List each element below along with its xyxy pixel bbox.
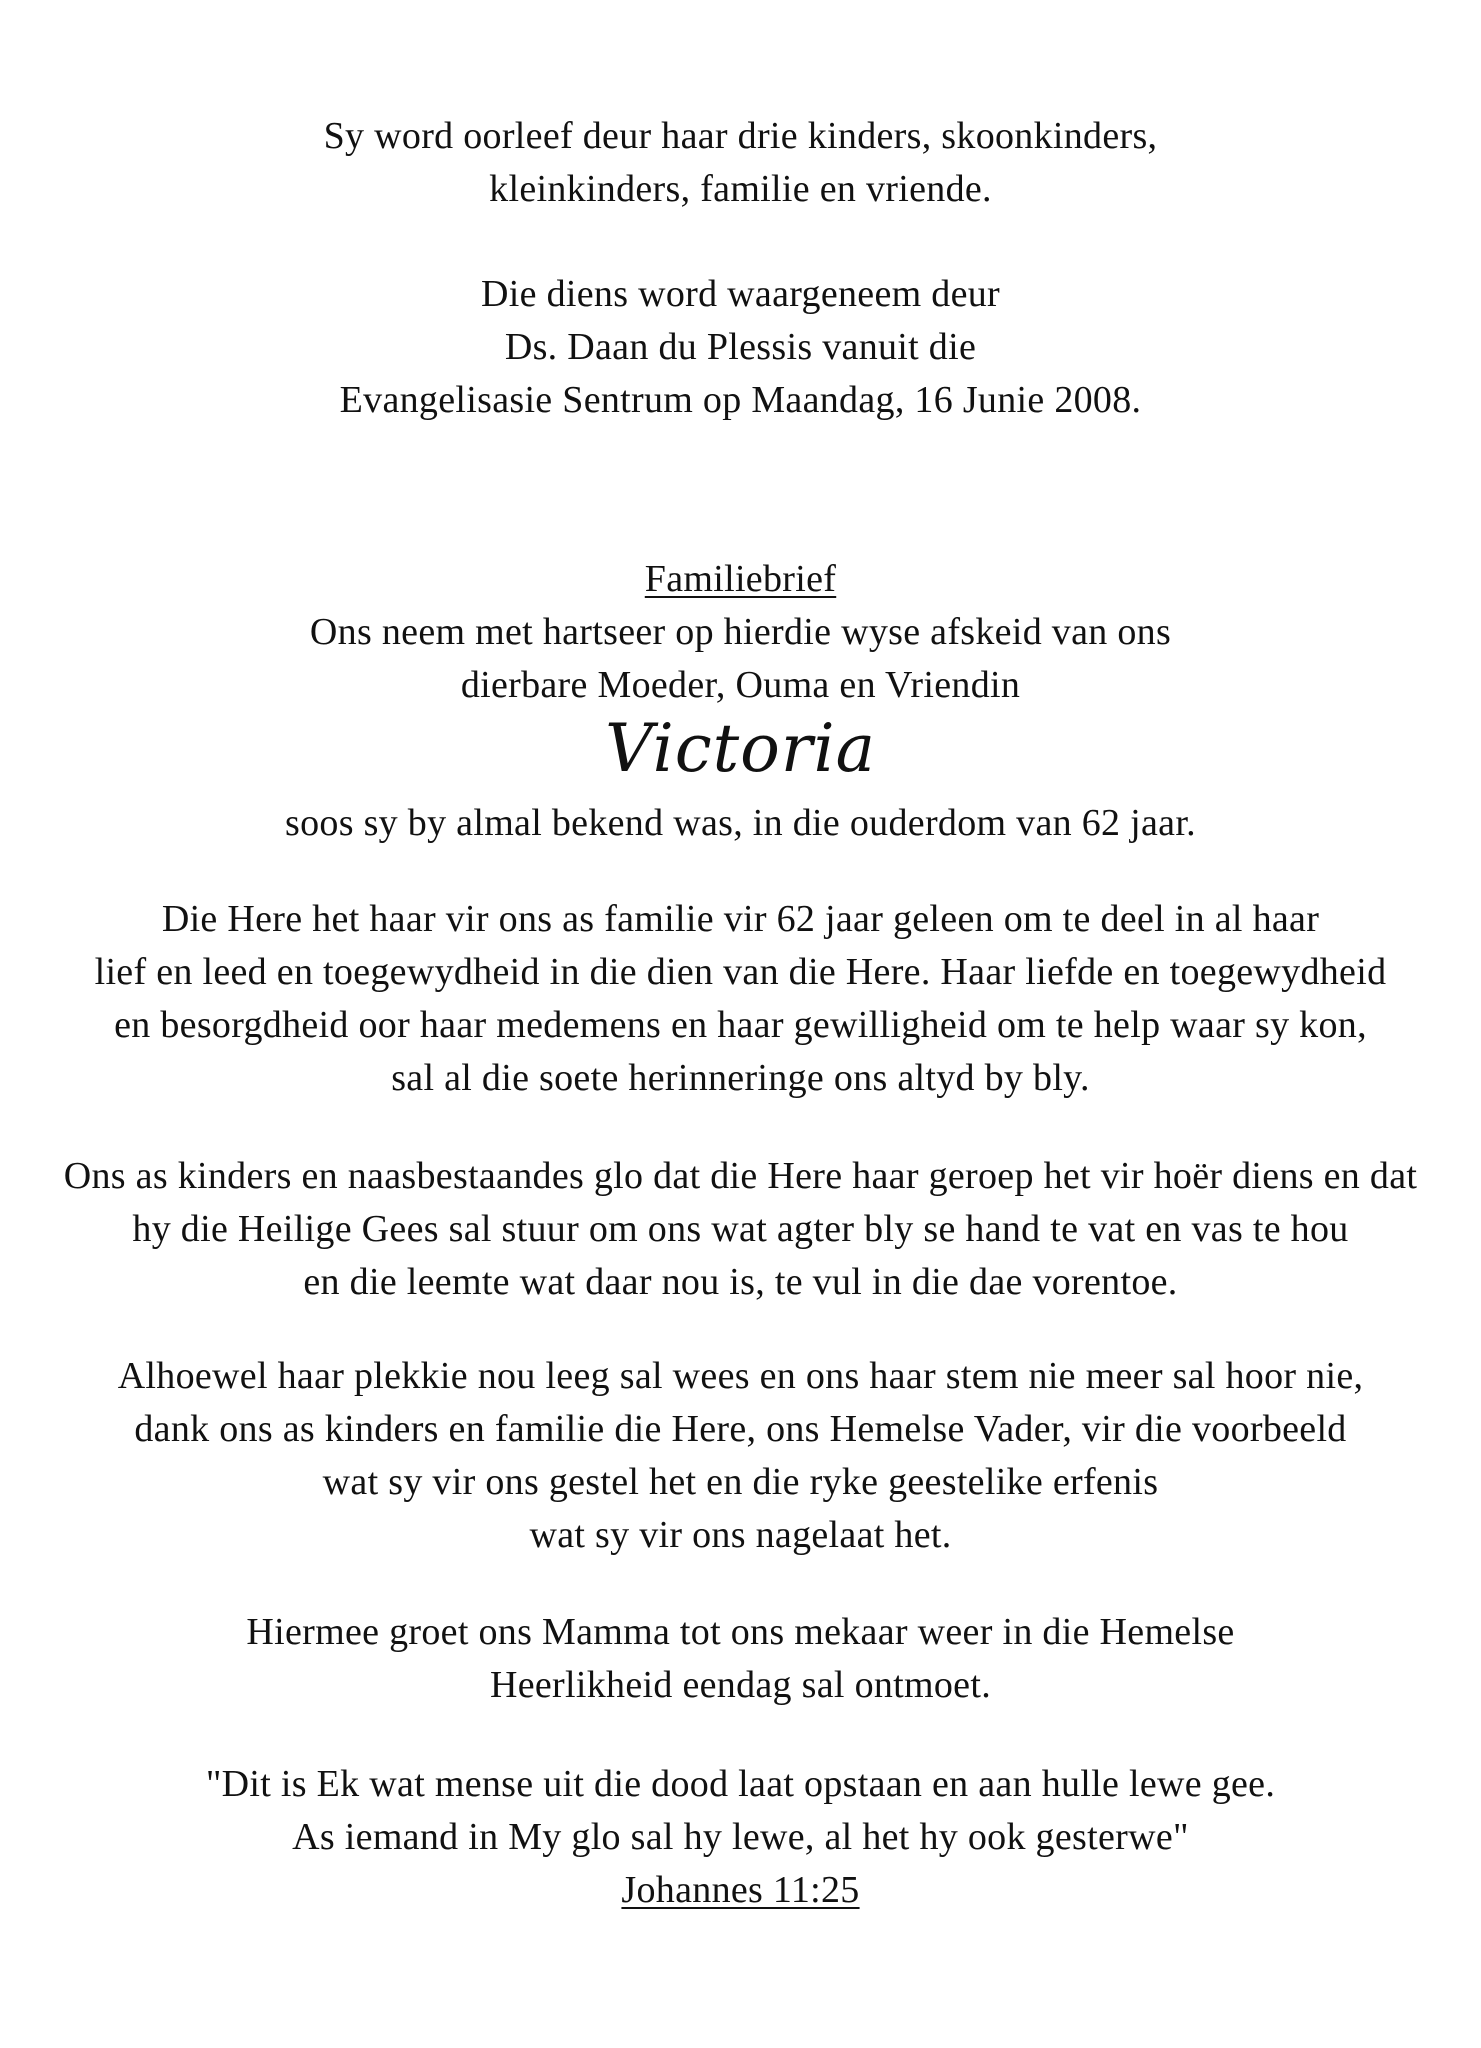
paragraph-line: sal al die soete herinneringe ons altyd by bly. xyxy=(391,1057,1090,1099)
service-section xyxy=(60,268,1421,427)
scripture-reference: Johannes 11:25 xyxy=(621,1869,860,1911)
paragraph-line: hy die Heilige Gees sal stuur om ons wat agter bly se hand te vat en vas te hou xyxy=(132,1208,1349,1250)
survivors-line: Sy word oorleef deur haar drie kinders, skoonkinders, xyxy=(323,115,1158,157)
paragraph-line: Alhoewel haar plekkie nou leeg sal wees en ons haar stem nie meer sal hoor nie, xyxy=(117,1355,1364,1397)
paragraph-3 xyxy=(60,1350,1421,1562)
scripture-quote xyxy=(60,1758,1421,1917)
family-letter-heading: Familiebrief xyxy=(644,558,837,600)
paragraph-line: Ons as kinders en naasbestaandes glo dat die Here haar geroep het vir hoër diens en dat xyxy=(63,1155,1418,1197)
paragraph-line: wat sy vir ons gestel het en die ryke geestelike erfenis xyxy=(322,1461,1159,1503)
scripture-line: As iemand in My glo sal hy lewe, al het hy ook gesterwe" xyxy=(292,1816,1189,1858)
deceased-name: Victoria xyxy=(605,710,876,787)
paragraph-2 xyxy=(60,1150,1421,1309)
family-letter-intro-line: dierbare Moeder, Ouma en Vriendin xyxy=(460,664,1021,706)
scripture-line: "Dit is Ek wat mense uit die dood laat opstaan en aan hulle lewe gee. xyxy=(205,1763,1276,1805)
paragraph-line: Die Here het haar vir ons as familie vir 62 jaar geleen om te deel in al haar xyxy=(161,898,1320,940)
service-line: Die diens word waargeneem deur xyxy=(481,273,1000,315)
paragraph-line: Heerlikheid eendag sal ontmoet. xyxy=(489,1664,992,1706)
paragraph-line: en die leemte wat daar nou is, te vul in die dae vorentoe. xyxy=(303,1261,1178,1303)
paragraph-line: wat sy vir ons nagelaat het. xyxy=(529,1514,952,1556)
paragraph-line: en besorgdheid oor haar medemens en haar gewilligheid om te help waar sy kon, xyxy=(114,1004,1367,1046)
paragraph-line: lief en leed en toegewydheid in die dien van die Here. Haar liefde en toegewydheid xyxy=(94,951,1387,993)
family-letter-intro-line: Ons neem met hartseer op hierdie wyse afskeid van ons xyxy=(309,611,1172,653)
family-letter-intro xyxy=(60,553,1421,712)
paragraph-line: Hiermee groet ons Mamma tot ons mekaar weer in die Hemelse xyxy=(246,1611,1235,1653)
service-line: Ds. Daan du Plessis vanuit die xyxy=(504,326,977,368)
service-line: Evangelisasie Sentrum op Maandag, 16 Junie 2008. xyxy=(339,379,1142,421)
family-letter-intro-line: soos sy by almal bekend was, in die ouderdom van 62 jaar. xyxy=(285,802,1196,844)
survivors-section xyxy=(60,110,1421,216)
deceased-name-block xyxy=(60,708,1421,790)
survivors-line: kleinkinders, familie en vriende. xyxy=(489,168,992,210)
paragraph-1 xyxy=(60,893,1421,1105)
paragraph-4 xyxy=(60,1606,1421,1712)
family-letter-age xyxy=(60,797,1421,850)
paragraph-line: dank ons as kinders en familie die Here, ons Hemelse Vader, vir die voorbeeld xyxy=(134,1408,1347,1450)
